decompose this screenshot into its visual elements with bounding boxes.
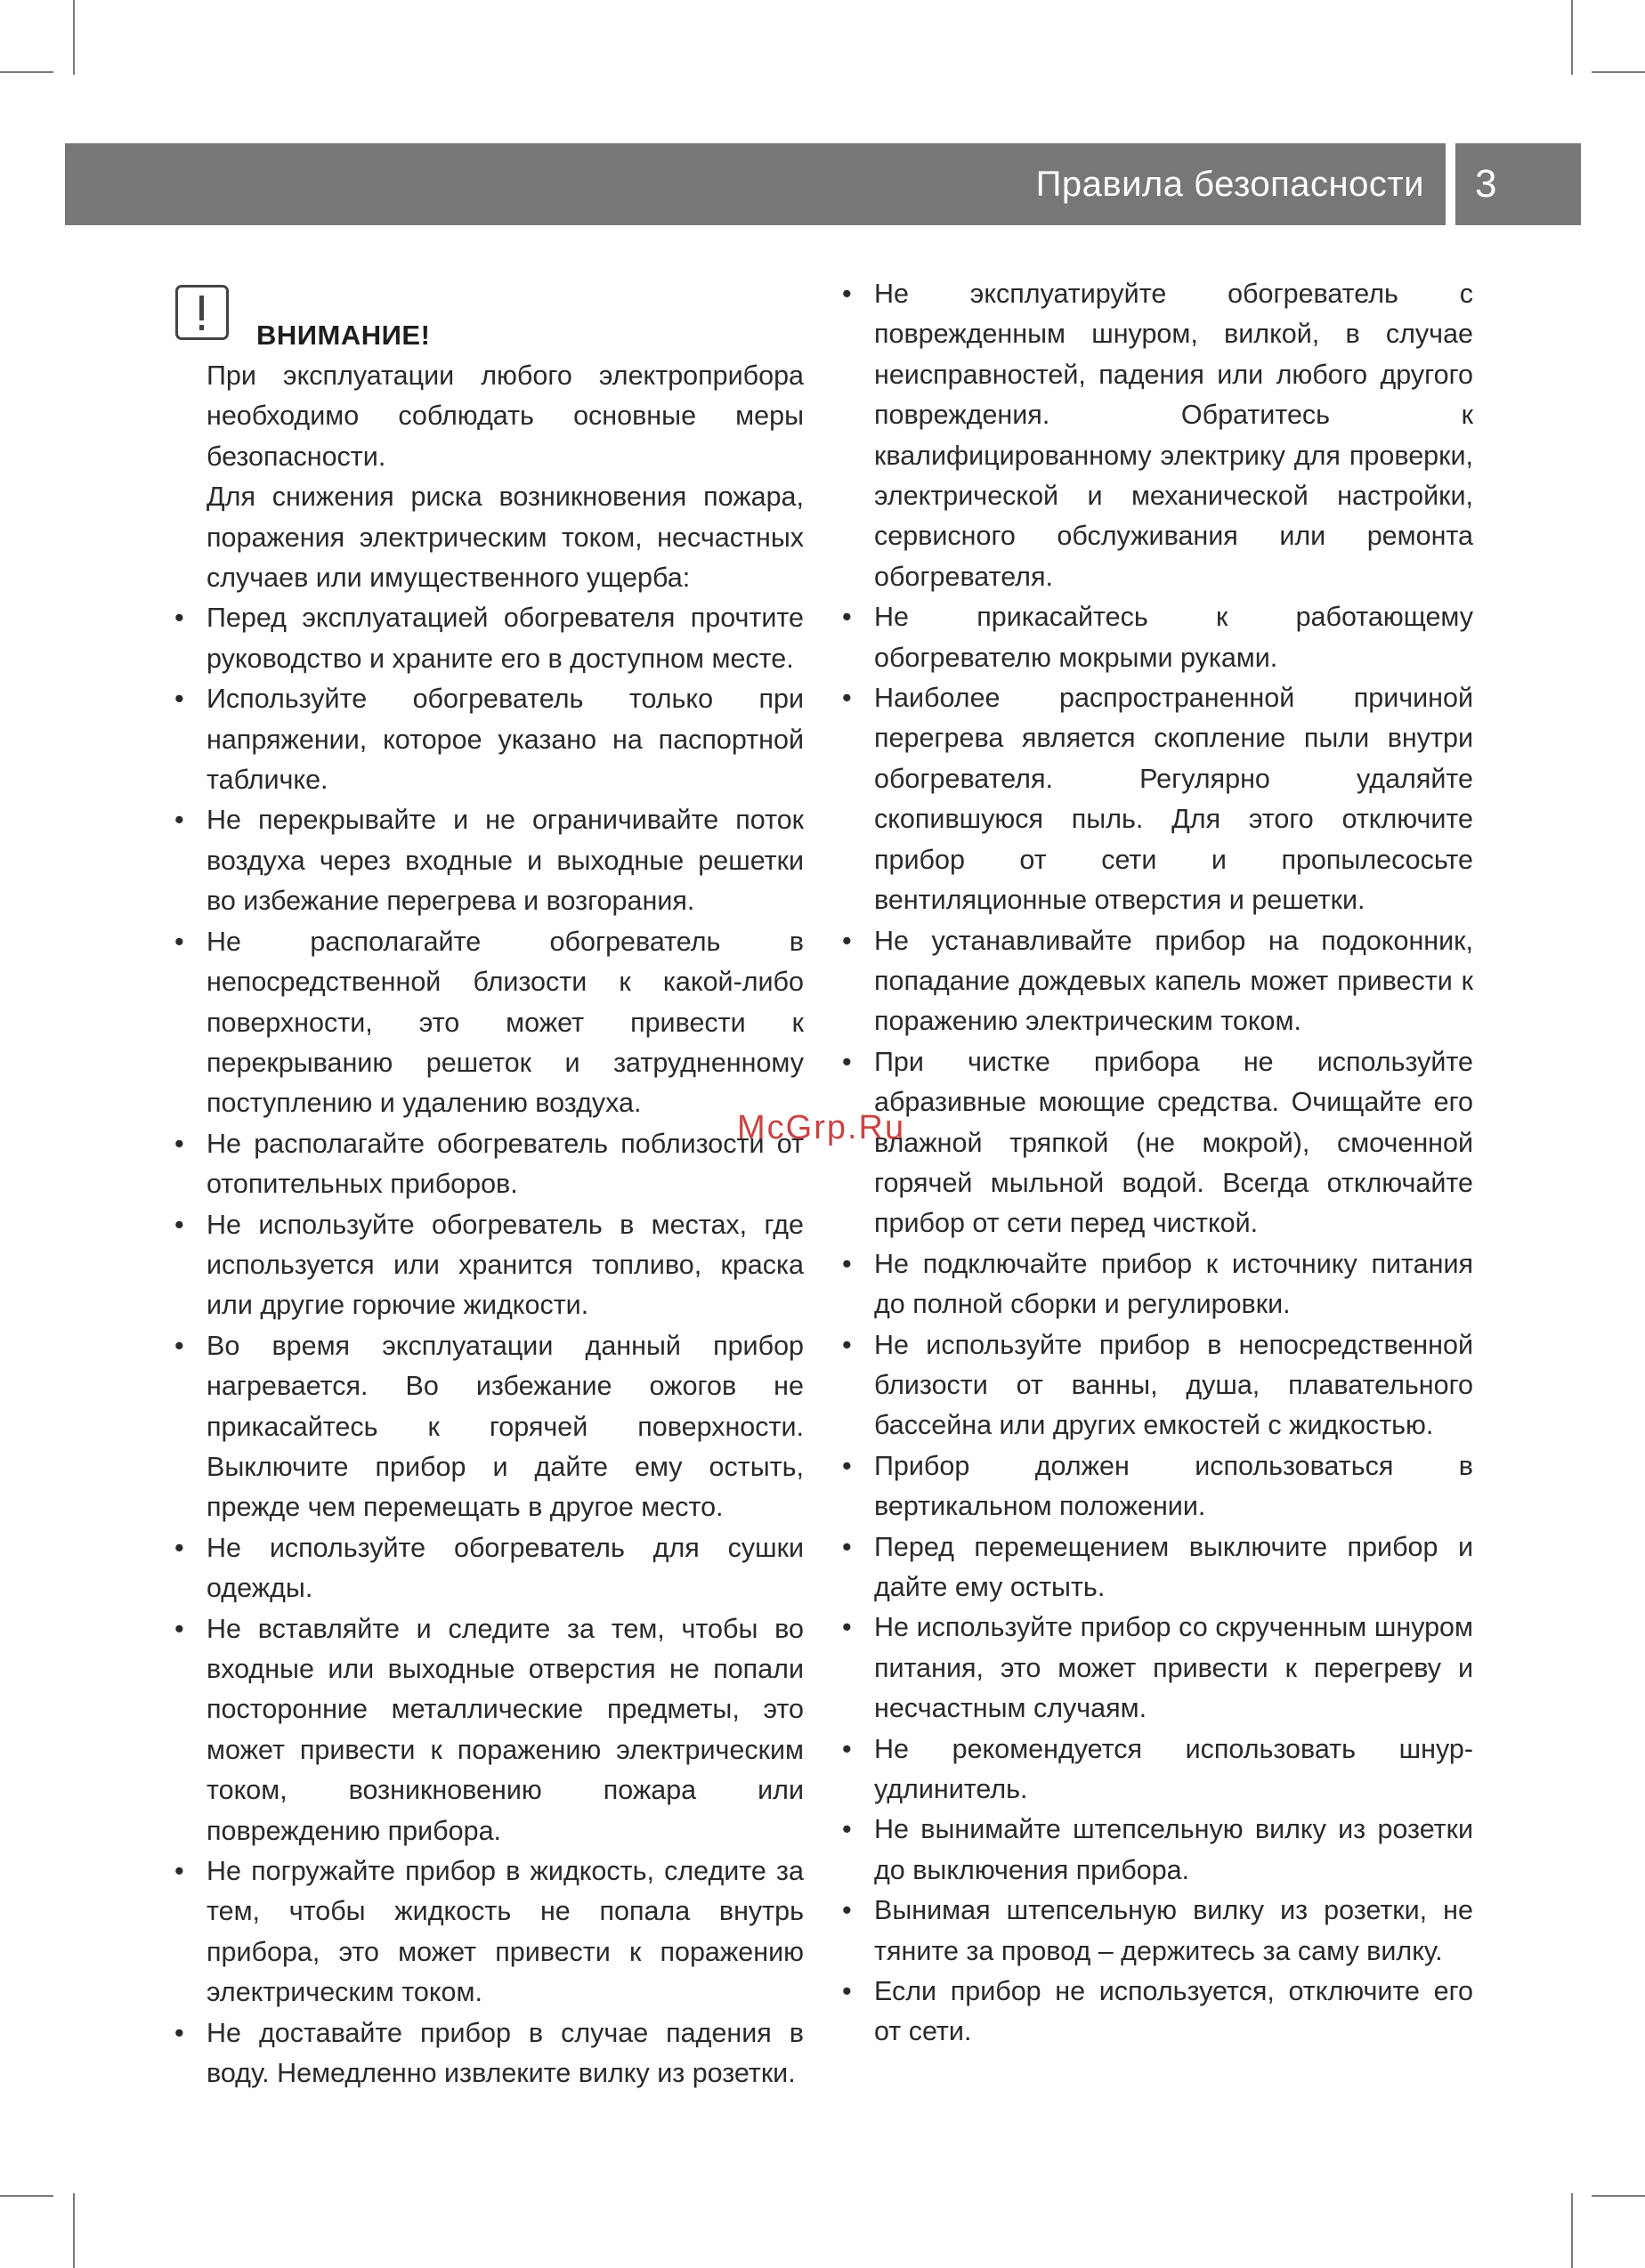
crop-mark: [73, 0, 75, 75]
right-column: [837, 274, 1473, 2053]
list-item: • Не используйте обогреватель в местах, где используется или хранится топливо, краска или другие горючие жидкости.: [169, 1205, 804, 1326]
page-number: 3: [1475, 162, 1497, 206]
list-item: • Не погружайте прибор в жидкость, следите за тем, чтобы жидкость не попала внутрь прибора, это может привести к поражению электрическим током.: [169, 1851, 804, 2013]
warning-heading: [169, 315, 804, 356]
list-item: • Не располагайте обогреватель поблизости от отопительных приборов.: [169, 1124, 804, 1205]
watermark: McGrp.Ru: [737, 1109, 906, 1146]
crop-mark: [1571, 2193, 1573, 2268]
list-item: • Не прикасайтесь к работающему обогревателю мокрыми руками.: [837, 597, 1473, 678]
safety-list-left: [169, 598, 804, 2094]
list-item: • Если прибор не используется, отключите его от сети.: [837, 1972, 1473, 2053]
safety-list-right: [837, 274, 1473, 2053]
list-item: • Не используйте прибор со скрученным шнуром питания, это может привести к перегреву и несчастным случаям.: [837, 1608, 1473, 1729]
list-item: • Перед перемещением выключите прибор и дайте ему остыть.: [837, 1527, 1473, 1608]
crop-mark: [0, 2195, 53, 2197]
list-item: • Не устанавливайте прибор на подоконник, попадание дождевых капель может привести к поражению электрическим током.: [837, 921, 1473, 1042]
list-item: • Не используйте прибор в непосредственной близости от ванны, душа, плавательного бассейна или других емкостей с жидкостью.: [837, 1325, 1473, 1446]
section-title: Правила безопасности: [1035, 165, 1424, 204]
exclamation-icon: [175, 285, 229, 340]
list-item: • Во время эксплуатации данный прибор нагревается. Во избежание ожогов не прикасайтесь к горячей поверхности. Выключите прибор и дайте ему остыть, прежде чем перемещать в другое место.: [169, 1326, 804, 1528]
list-item: • Не рекомендуется использовать шнур-удлинитель.: [837, 1729, 1473, 1810]
list-item: • Не вставляйте и следите за тем, чтобы во входные или выходные отверстия не попали посторонние металлические предметы, это может привести к поражению электрическим током, возникновению пожара или повреждению прибора.: [169, 1609, 804, 1851]
list-item: • Вынимая штепсельную вилку из розетки, не тяните за провод – держитесь за саму вилку.: [837, 1891, 1473, 1972]
crop-mark: [1571, 0, 1573, 75]
crop-mark: [1592, 71, 1645, 73]
left-column: [169, 315, 804, 2094]
list-item: • Прибор должен использоваться в вертикальном положении.: [837, 1446, 1473, 1527]
crop-mark: [73, 2193, 75, 2268]
page-header: [65, 143, 1581, 225]
crop-mark: [1592, 2195, 1645, 2197]
list-item: • Не используйте обогреватель для сушки одежды.: [169, 1528, 804, 1609]
list-item: • Перед эксплуатацией обогревателя прочтите руководство и храните его в доступном месте.: [169, 598, 804, 679]
list-item: • Используйте обогреватель только при напряжении, которое указано на паспортной табличке.: [169, 679, 804, 800]
warning-paragraph: При эксплуатации любого электроприбора необходимо соблюдать основные меры безопасности.: [207, 360, 804, 472]
list-item: • Не эксплуатируйте обогреватель с поврежденным шнуром, вилкой, в случае неисправностей, падения или любого другого повреждения. Обратитесь к квалифицированному электрику для проверки, электрической и механической настройки, сервисного обслуживания или ремонта обогревателя.: [837, 274, 1473, 597]
list-item: • Не располагайте обогреватель в непосредственной близости к какой-либо поверхности, это может привести к перекрыванию решеток и затрудненному поступлению и удалению воздуха.: [169, 922, 804, 1124]
list-item: • Не вынимайте штепсельную вилку из розетки до выключения прибора.: [837, 1810, 1473, 1891]
warning-paragraph: Для снижения риска возникновения пожара, поражения электрическим током, несчастных случаев или имущественного ущерба:: [207, 482, 804, 594]
list-item: • Наиболее распространенной причиной перегрева является скопление пыли внутри обогревателя. Регулярно удаляйте скопившуюся пыль. Для этого отключите прибор от сети и пропылесосьте вентиляционные отверстия и решетки.: [837, 678, 1473, 920]
list-item: • Не подключайте прибор к источнику питания до полной сборки и регулировки.: [837, 1244, 1473, 1325]
warning-title: ВНИМАНИЕ!: [256, 320, 431, 351]
list-item: • При чистке прибора не используйте абразивные моющие средства. Очищайте его влажной тряпкой (не мокрой), смоченной горячей мыльной водой. Всегда отключайте прибор от сети перед чисткой.: [837, 1042, 1473, 1244]
header-divider: [1446, 143, 1455, 225]
list-item: • Не доставайте прибор в случае падения в воду. Немедленно извлеките вилку из розетки.: [169, 2013, 804, 2094]
list-item: • Не перекрывайте и не ограничивайте поток воздуха через входные и выходные решетки во избежание перегрева и возгорания.: [169, 800, 804, 921]
crop-mark: [0, 71, 53, 73]
